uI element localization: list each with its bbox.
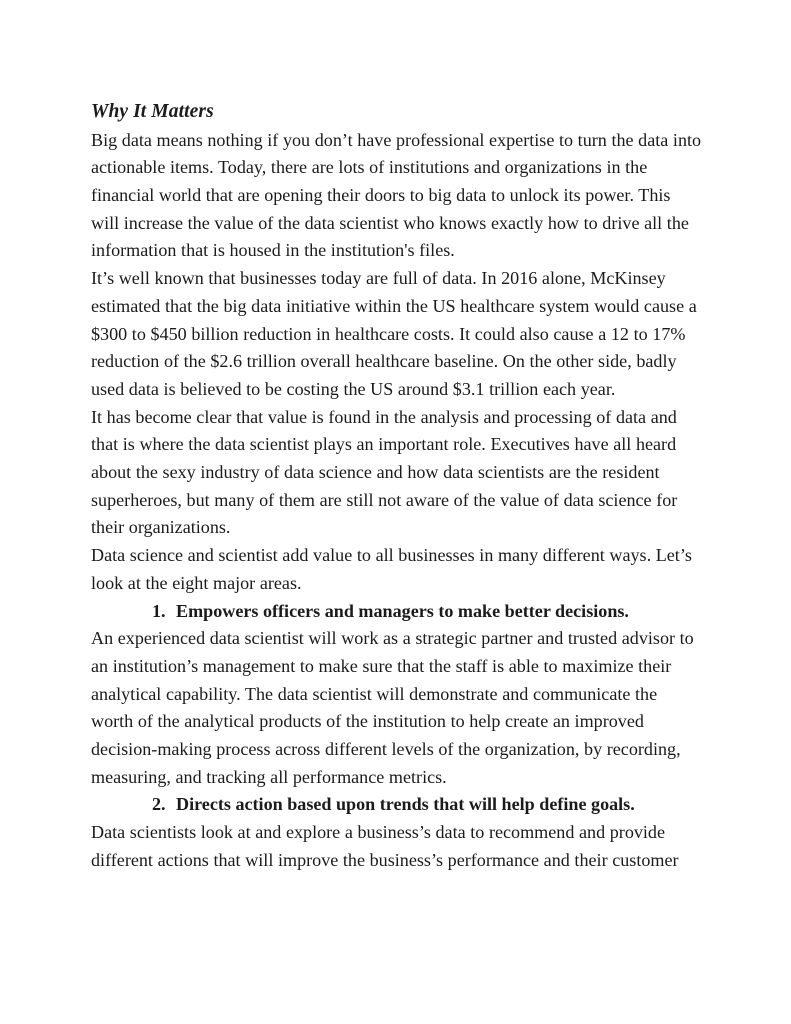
paragraph-list-item-2-body: Data scientists look at and explore a business’s data to recommend and provide different actions that will improve the business’s performance and their customer [91,822,679,870]
section-heading-why-it-matters: Why It Matters [91,101,214,122]
document-text-column [91,98,702,875]
paragraph-value-in-analysis: It has become clear that value is found in the analysis and processing of data and that is where the data scientist plays an important role. Executives have all heard about the sexy industry of data science and how data scientists are the resident superheroes, but many of them are still not aware of the value of data science for their organizations. [91,406,678,538]
list-item-2 [91,791,702,819]
paragraph-big-data-expertise: Big data means nothing if you don’t have professional expertise to turn the data into actionable items. Today, there are lots of institutions and organizations in the financial world that are opening their doors to big data to unlock its power. This will increase the value of the data scientist who knows exactly how to drive all the information that is housed in the institution's files. [91,129,702,261]
list-item-2-number: 2. [152,794,166,815]
list-item-1-title: Empowers officers and managers to make better decisions. [176,600,629,621]
list-item-2-title: Directs action based upon trends that will help define goals. [176,794,635,815]
paragraph-eight-major-areas: Data science and scientist add value to all businesses in many different ways. Let’s look at the eight major areas. [91,545,692,593]
list-item-1-number: 1. [152,600,166,621]
list-item-1 [91,598,702,626]
paragraph-list-item-1-body: An experienced data scientist will work as a strategic partner and trusted advisor to an institution’s management to make sure that the staff is able to maximize their analytical capability. The data scientist will demonstrate and communicate the worth of the analytical products of the institution to help create an improved decision-making process across different levels of the organization, by recording, measuring, and tracking all performance metrics. [91,628,694,787]
paragraph-mckinsey-statistics: It’s well known that businesses today are full of data. In 2016 alone, McKinsey estimated that the big data initiative within the US healthcare system would cause a $300 to $450 billion reduction in healthcare costs. It could also cause a 12 to 17% reduction of the $2.6 trillion overall healthcare baseline. On the other side, badly used data is believed to be costing the US around $3.1 trillion each year. [91,268,697,399]
